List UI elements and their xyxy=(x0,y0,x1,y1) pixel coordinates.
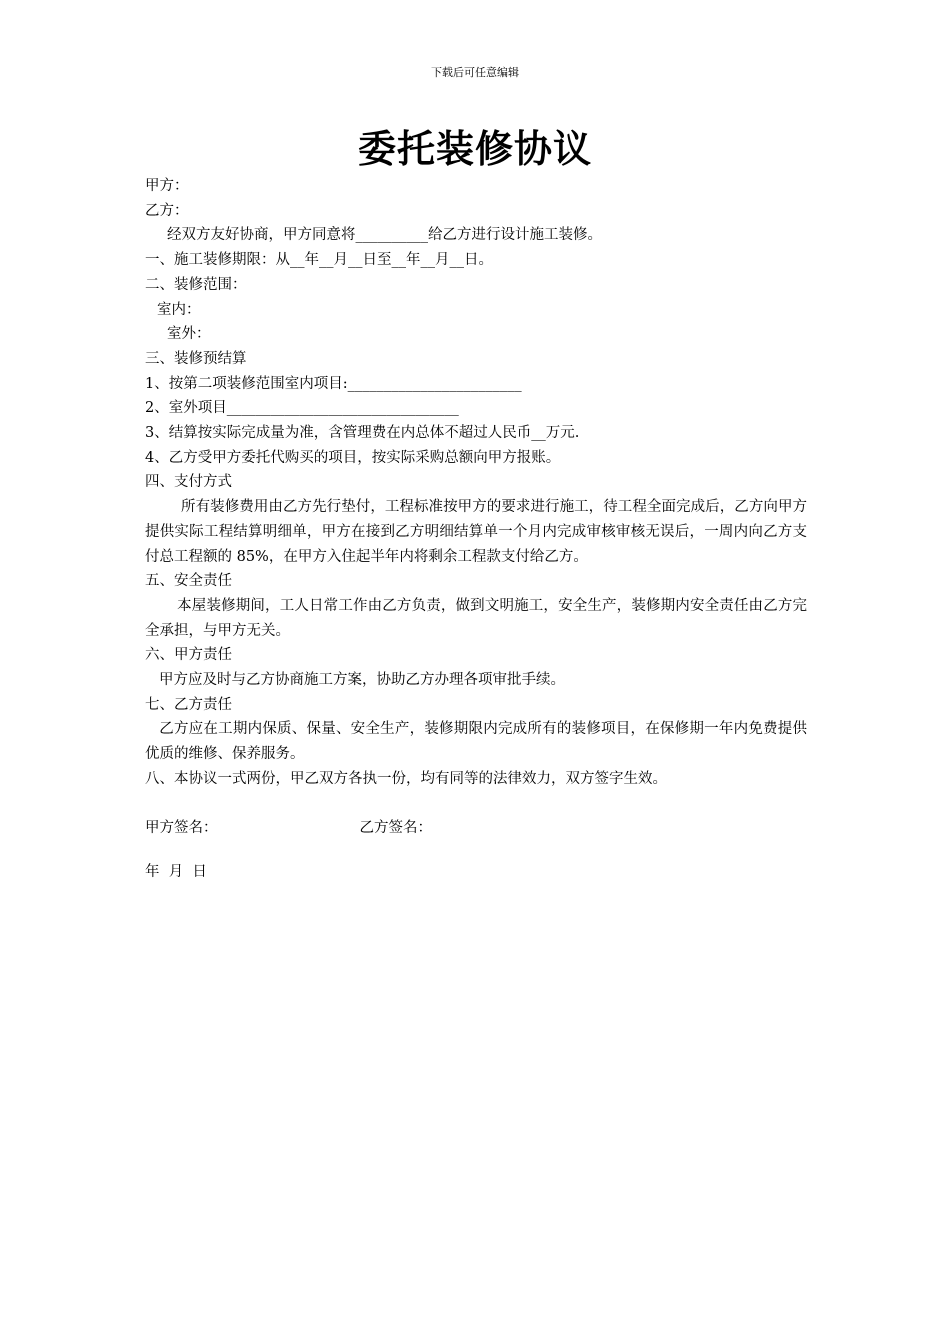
section-8-clause: 八、本协议一式两份，甲乙双方各执一份，均有同等的法律效力，双方签字生效。 xyxy=(145,770,667,787)
section-6-body: 甲方应及时与乙方协商施工方案，协助乙方办理各项审批手续。 xyxy=(159,672,565,689)
section-3-item-4: 4、乙方受甲方委托代购买的项目，按实际采购总额向甲方报账。 xyxy=(145,449,561,466)
section-2-outdoor: 室外： xyxy=(167,326,211,343)
section-7-body: 乙方应在工期内保质、保量、安全生产，装修期限内完成所有的装修项目，在保修期一年内免费提供优质的维修、保养服务。 xyxy=(145,721,807,763)
section-3-item-2: 2、室外项目________________________________ xyxy=(145,400,459,417)
party-a-signature-label: 甲方签名： xyxy=(145,819,218,836)
section-5-body: 本屋装修期间，工人日常工作由乙方负责，做到文明施工，安全生产，装修期内安全责任由乙方完全承担，与甲方无关。 xyxy=(145,597,807,639)
blank-line xyxy=(145,840,807,860)
intro-clause: 经双方友好协商，甲方同意将__________给乙方进行设计施工装修。 xyxy=(167,227,602,244)
signature-row xyxy=(145,816,807,841)
party-b-label: 乙方： xyxy=(145,202,189,219)
blank-line xyxy=(145,792,807,816)
date-line: 年 月 日 xyxy=(145,864,207,881)
section-4-heading: 四、支付方式 xyxy=(145,474,232,491)
section-7-heading: 七、乙方责任 xyxy=(145,696,232,713)
header-note: 下载后可任意编辑 xyxy=(431,66,519,79)
section-3-item-1: 1、按第二项装修范围室内项目:________________________ xyxy=(145,375,522,392)
section-3-item-3: 3、结算按实际完成量为准，含管理费在内总体不超过人民币__万元. xyxy=(145,425,580,442)
section-5-heading: 五、安全责任 xyxy=(145,573,232,590)
section-3-heading: 三、装修预结算 xyxy=(145,350,247,367)
section-1-period: 一、施工装修期限：从__年__月__日至__年__月__日。 xyxy=(145,252,493,269)
document-body xyxy=(145,174,807,885)
document-title: 委托装修协议 xyxy=(357,126,592,171)
party-b-signature-label: 乙方签名： xyxy=(359,819,432,836)
section-2-heading: 二、装修范围： xyxy=(145,276,247,293)
party-a-label: 甲方： xyxy=(145,178,189,194)
section-6-heading: 六、甲方责任 xyxy=(145,647,232,664)
section-4-body: 所有装修费用由乙方先行垫付，工程标准按甲方的要求进行施工，待工程全面完成后，乙方向甲方提供实际工程结算明细单，甲方在接到乙方明细结算单一个月内完成审核审核无误后，一周内向乙方支付总工程额的 85%，在甲方入住起半年内将剩余工程款支付给乙方。 xyxy=(145,499,807,565)
section-2-indoor: 室内： xyxy=(157,301,201,318)
